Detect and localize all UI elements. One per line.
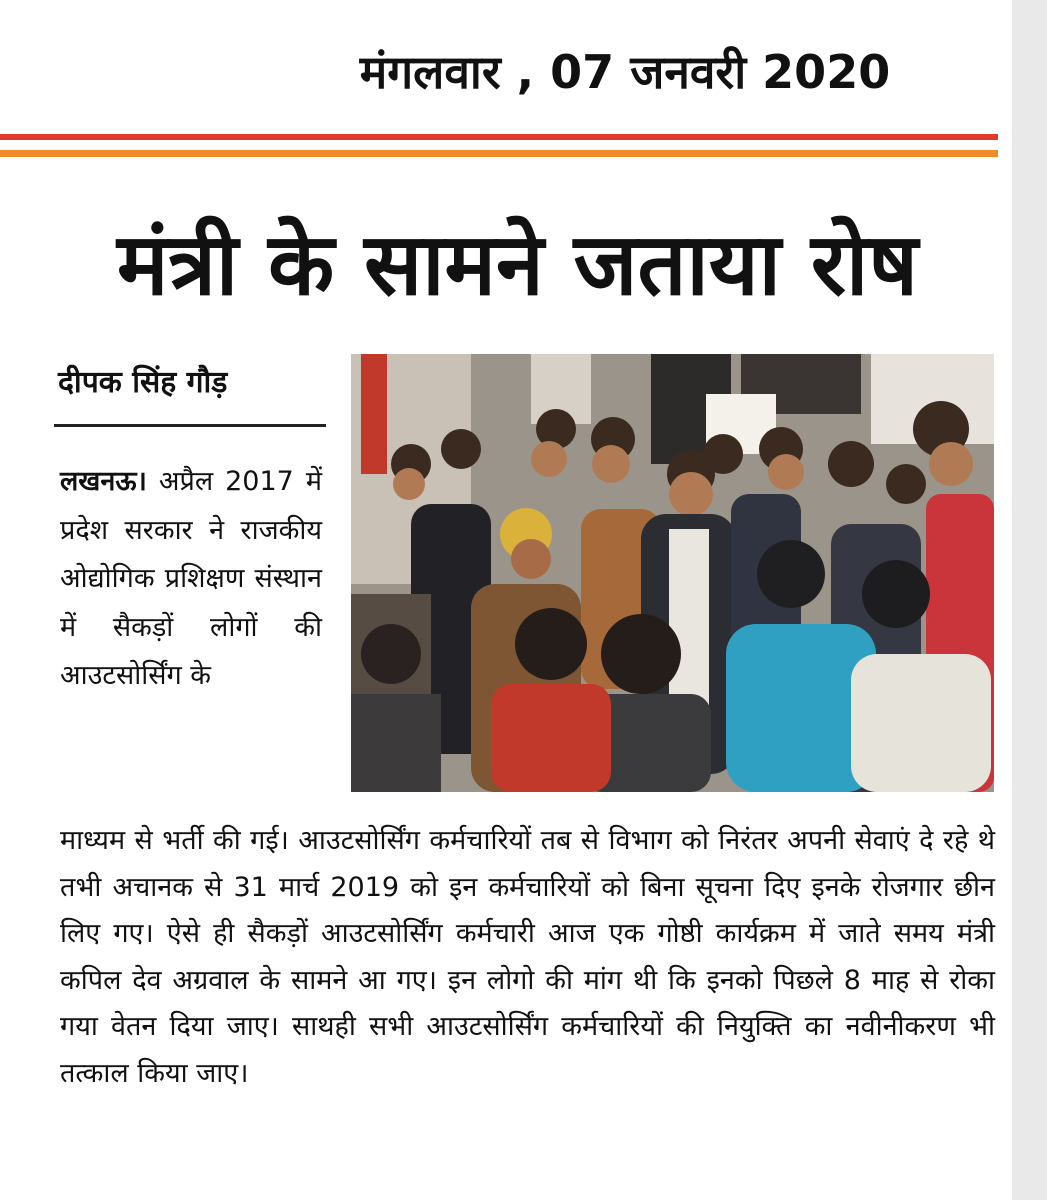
article-headline: मंत्री के सामने जताया रोष bbox=[117, 215, 918, 315]
news-photo bbox=[351, 354, 994, 792]
byline-underline bbox=[54, 424, 326, 427]
article-dateline: लखनऊ। bbox=[60, 466, 147, 497]
masthead-rule-orange bbox=[0, 150, 998, 157]
issue-date: मंगलवार , 07 जनवरी 2020 bbox=[359, 45, 891, 99]
crowd-photo-illustration bbox=[351, 354, 994, 792]
page-margin-strip bbox=[1012, 0, 1047, 1200]
article-body: माध्यम से भर्ती की गई। आउटसोर्सिंग कर्मचारियों तब से विभाग को निरंतर अपनी सेवाएं दे रहे थे तभी अचानक से 31 मार्च 2019 को इन कर्मचारियों को बिना सूचना दिए इनके रोजगार छीन लिए गए। ऐसे ही सैकड़ों आउटसोर्सिंग कर्मचारी आज एक गोष्ठी कार्यक्रम में जाते समय मंत्री कपिल देव अग्रवाल के सामने आ गए। इन लोगो की मांग थी कि इनको पिछले 8 माह से रोका गया वेतन दिया जाए। साथही सभी आउटसोर्सिंग कर्मचारियों की नियुक्ति का नवीनीकरण भी तत्काल किया जाए। bbox=[60, 825, 995, 1089]
masthead-rule-red bbox=[0, 134, 998, 140]
article-lead-text: अप्रैल 2017 में प्रदेश सरकार ने राजकीय ओद्योगिक प्रशिक्षण संस्थान में सैकड़ों लोगों की आउटसोर्सिंग के bbox=[60, 466, 322, 691]
article-byline: दीपक सिंह गौड़ bbox=[58, 365, 228, 400]
article-lead-column bbox=[60, 458, 322, 701]
